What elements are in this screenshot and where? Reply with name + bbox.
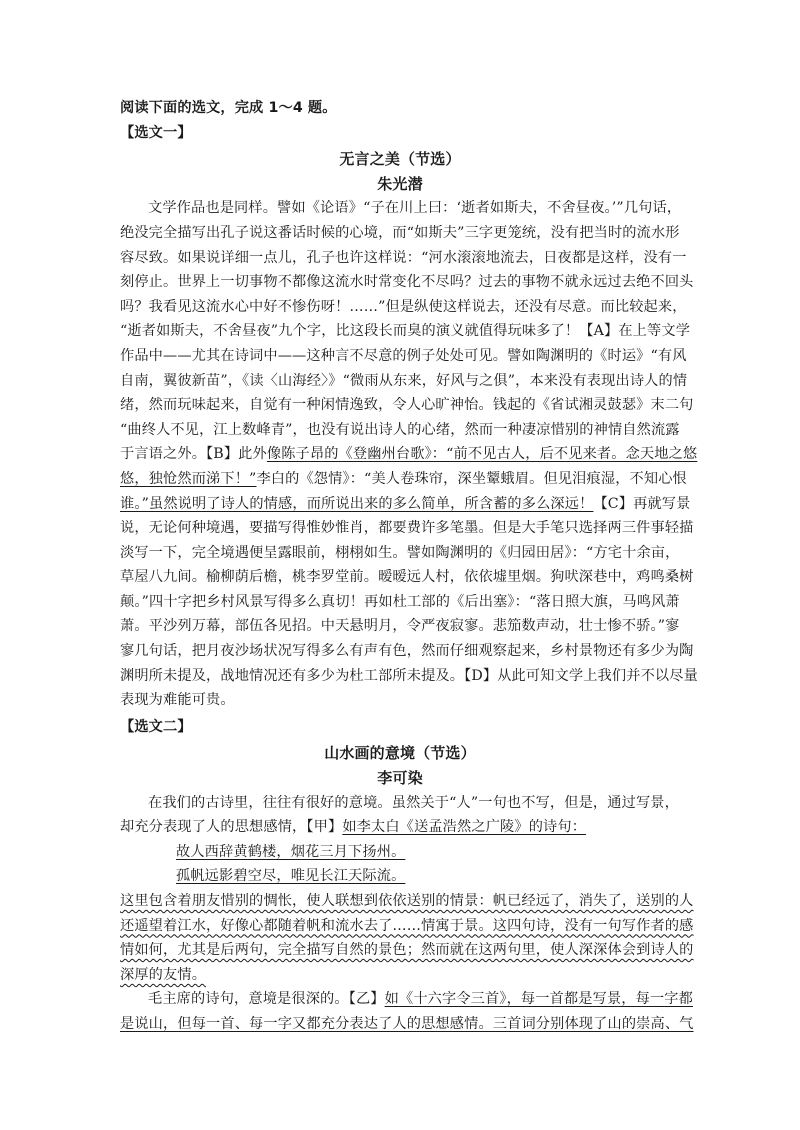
paragraph-line: “逝者如斯夫，不舍昼夜”九个字，比这段长而臭的演义就值得玩味多了！【A】在上等文学 [120, 323, 691, 340]
paragraph-line: 容尽致。如果说详细一点儿，孔子也许这样说：“河水滚滚地流去，日夜都是这样，没有一 [120, 249, 687, 266]
paragraph-line: 寥几句话，把月夜沙场状况写得多么有声有色，然而仔细观察起来，乡村景物还有多少为陶 [120, 643, 694, 660]
paragraph-line: 渊明所未提及，战地情况还有多少为杜工部所未提及。【D】从此可知文学上我们并不以尽量 [120, 667, 698, 684]
paragraph-line: 绝没完全描写出孔子说这番话时候的心境，而“如斯夫”三字更笼统，没有把当时的流水形 [120, 224, 680, 241]
text-segment: 李白的《怨情》：“美人卷珠帘，深坐颦蛾眉。但见泪痕湿，不知心恨 [256, 470, 687, 487]
underlined-text: 像陈子昂的《登幽州台歌》：“前不见古人，后不见来者。念天地之悠 [266, 446, 698, 463]
text-segment: 于言语之外。【B】此外 [120, 446, 267, 463]
poem-line: 故人西辞黄鹤楼，烟花三月下扬州。 [176, 843, 406, 860]
paragraph-line: 深厚的友情。 [120, 966, 207, 983]
article-author-2: 李可染 [377, 769, 423, 788]
paragraph-line [120, 467, 687, 492]
underlined-text: 悠，独怆然而涕下！” [120, 470, 257, 487]
paragraph-line: 萧。平沙列万幕，部伍各见招。中天悬明月，令严夜寂寥。悲笳数声动，壮士惨不骄。”寥 [120, 618, 680, 635]
section-label-2: 【选文二】 [120, 718, 192, 735]
instruction: 阅读下面的选文，完成 1～4 题。 [120, 100, 337, 116]
article-author-1: 朱光潜 [377, 174, 423, 193]
paragraph-line: 说，无论何种境遇，要描写得惟妙惟肖，都要费许多笔墨。但是大手笔只选择两三件事轻描 [120, 520, 694, 537]
paragraph-line: 草屋八九间。榆柳荫后檐，桃李罗堂前。暧暧远人村，依依墟里烟。狗吠深巷中，鸡鸣桑树 [120, 569, 694, 586]
text-segment: 【C】再就写景 [593, 495, 691, 512]
paragraph-line: 这里包含着朋友惜别的惆怅，使人联想到依依送别的情景：帆已经远了，消失了，送别的人 [120, 893, 694, 909]
paragraph-line: 淡写一下，完全境遇便呈露眼前，栩栩如生。譬如陶渊明的《归园田居》：“方宅十余亩， [120, 544, 680, 561]
paragraph-line [120, 442, 698, 467]
paragraph-line: 颠。”四十字把乡村风景写得多么真切！再如杜工部的《后出塞》：“落日照大旗，马鸣风萧 [120, 593, 680, 610]
paragraph-line: “曲终人不见，江上数峰青”，也没有说出诗人的心绪，然而一种凄凉惜别的神情自然流露 [120, 421, 680, 438]
paragraph-line: 自南，翼彼新苗”，《读〈山海经〉》“微雨从东来，好风与之俱”，本来没有表现出诗人的情 [120, 372, 688, 389]
paragraph-line: 还遥望着江水，好像心都随着帆和流水去了……情寓于景。这四句诗，没有一句写作者的感 [120, 917, 694, 934]
paragraph-line: 刻停止。世界上一切事物不都像这流水时常变化不尽吗？过去的事物不就永远过去绝不回头 [120, 274, 694, 291]
paragraph-line [120, 492, 691, 517]
paragraph-line: 在我们的古诗里，往往有很好的意境。虽然关于“人”一句也不写，但是，通过写景， [148, 794, 679, 811]
paragraph-line [120, 815, 680, 840]
underlined-text: 如李太白《送孟浩然之广陵》的诗句： [342, 819, 587, 836]
paragraph-line: 表现为难能可贵。 [120, 692, 235, 709]
paragraph-line: 绪，然而玩味起来，自觉有一种闲情逸致，令人心旷神怡。钱起的《省试湘灵鼓瑟》末二句 [120, 397, 694, 414]
paragraph-line: 是说山，但每一首、每一字又都充分表达了人的思想感情。三首词分别体现了山的崇高、气 [120, 1015, 694, 1032]
document-page [120, 96, 698, 1037]
paragraph-line: 情如何，尤其是后两句，完全描写自然的景色；然而就在这两句里，使人深深体会到诗人的 [120, 942, 694, 959]
underlined-text: 谁。”虽然说明了诗人的情感，而所说出来的多么简单，所含蓄的多么深远！ [120, 495, 594, 512]
paragraph-line: 文学作品也是同样。譬如《论语》“子在川上曰：‘逝者如斯夫，不舍昼夜。’”几句话， [148, 200, 682, 217]
text-segment: 毛主席的诗句，意境是很深的。【乙】 [148, 991, 385, 1008]
article-title-1: 无言之美（节选） [339, 150, 461, 169]
poem-line: 孤帆远影碧空尽，唯见长江天际流。 [176, 868, 406, 885]
article-title-2: 山水画的意境（节选） [324, 744, 476, 763]
text-segment: 却充分表现了人的思想感情，【甲】 [120, 819, 343, 836]
paragraph-line: 吗？我看见这流水心中好不惨伤呀！……”但是纵使这样说去，还没有尽意。而比较起来， [120, 298, 687, 315]
underlined-text: 如《十六字令三首》，每一首都是写景，每一字都 [384, 991, 693, 1008]
section-label-1: 【选文一】 [120, 124, 192, 141]
paragraph-line [120, 987, 693, 1012]
paragraph-line: 作品中——尤其在诗词中——这种言不尽意的例子处处可见。譬如陶渊明的《时运》“有风 [120, 347, 687, 364]
